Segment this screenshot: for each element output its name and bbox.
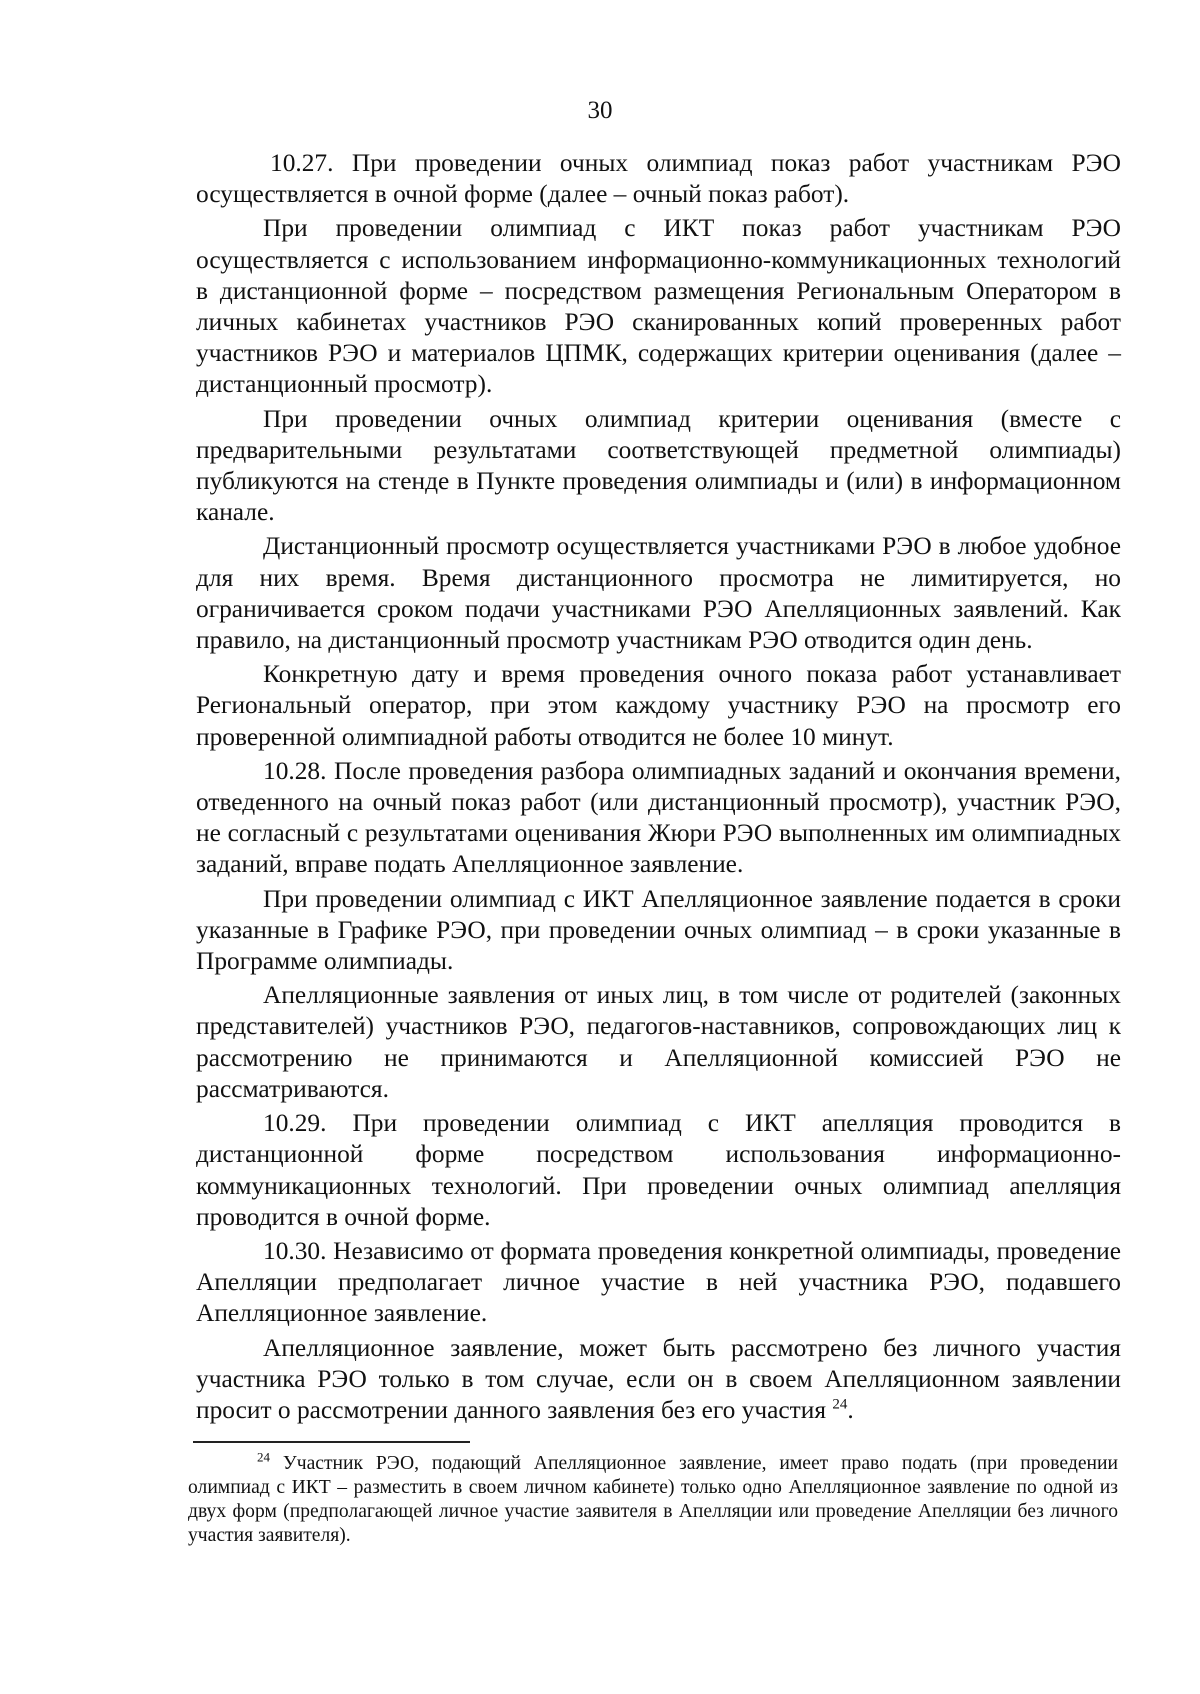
footnote-mark: 24 [257,1449,270,1465]
footnote-text: Участник РЭО, подающий Апелляционное заявление, имеет право подать (при проведении олимпиад с ИКТ – разместить в своем личном кабинете) только одно Апелляционное заявление по одной из двух форм (предполагающей личное участие заявителя в Апелляции или проведение Апелляции без личного участия заявителя). [188,1453,1118,1546]
body-text [196,148,1121,1429]
paragraph-criteria-publication: При проведении очных олимпиад критерии оценивания (вместе с предварительными результатами соответствующей предметной олимпиады) публикуются на стенде в Пункте проведения олимпиады и (или) в информационном канале. [196,404,1121,527]
paragraph-10-27: 10.27. При проведении очных олимпиад показ работ участникам РЭО осуществляется в очной форме (далее – очный показ работ). [196,149,1121,209]
paragraph-in-person-showing: Конкретную дату и время проведения очного показа работ устанавливает Региональный оператор, при этом каждому участнику РЭО на просмотр его проверенной олимпиадной работы отводится не более 10 минут. [196,660,1121,751]
paragraph-10-30: 10.30. Независимо от формата проведения конкретной олимпиады, проведение Апелляции предполагает личное участие в ней участника РЭО, подавшего Апелляционное заявление. [196,1236,1121,1328]
paragraph-appeal-without-participation [196,1333,1121,1427]
paragraph-third-party-appeals: Апелляционные заявления от иных лиц, в том числе от родителей (законных представителей) участников РЭО, педагогов-наставников, сопровождающих лиц к рассмотрению не принимаются и Апелляционной комиссией РЭО не рассматриваются. [196,981,1121,1103]
paragraph-appeal-deadlines: При проведении олимпиад с ИКТ Апелляционное заявление подается в сроки указанные в Графике РЭО, при проведении очных олимпиад – в сроки указанные в Программе олимпиады. [196,884,1121,976]
paragraph-text: Апелляционное заявление, может быть рассмотрено без личного участия участника РЭО только в том случае, если он в своем Апелляционном заявлении просит о рассмотрении данного заявления без его участия [196,1333,1121,1424]
paragraph-remote-viewing: Дистанционный просмотр осуществляется участниками РЭО в любое удобное для них время. Время дистанционного просмотра не лимитируется, но ограничивается сроком подачи участниками РЭО Апелляционных заявлений. Как правило, на дистанционный просмотр участникам РЭО отводится один день. [196,532,1121,655]
paragraph-ikt-showing: При проведении олимпиад с ИКТ показ работ участникам РЭО осуществляется с использованием информационно-коммуникационных технологий в дистанционной форме – посредством размещения Региональным Оператором в личных кабинетах участников РЭО сканированных копий проверенных работ участников РЭО и материалов ЦПМК, содержащих критерии оценивания (далее – дистанционный просмотр). [196,214,1121,399]
footnote [188,1449,1118,1548]
paragraph-10-29: 10.29. При проведении олимпиад с ИКТ апелляция проводится в дистанционной форме посредством использования информационно-коммуникационных технологий. При проведении очных олимпиад апелляция проводится в очной форме. [196,1109,1121,1231]
paragraph-10-28: 10.28. После проведения разбора олимпиадных заданий и окончания времени, отведенного на очный показ работ (или дистанционный просмотр), участник РЭО, не согласный с результатами оценивания Жюри РЭО выполненных им олимпиадных заданий, вправе подать Апелляционное заявление. [196,756,1121,879]
footnote-divider [193,1441,470,1443]
footnote-reference: 24 [832,1396,848,1413]
paragraph-end: . [847,1395,854,1424]
page-number: 30 [587,97,613,124]
